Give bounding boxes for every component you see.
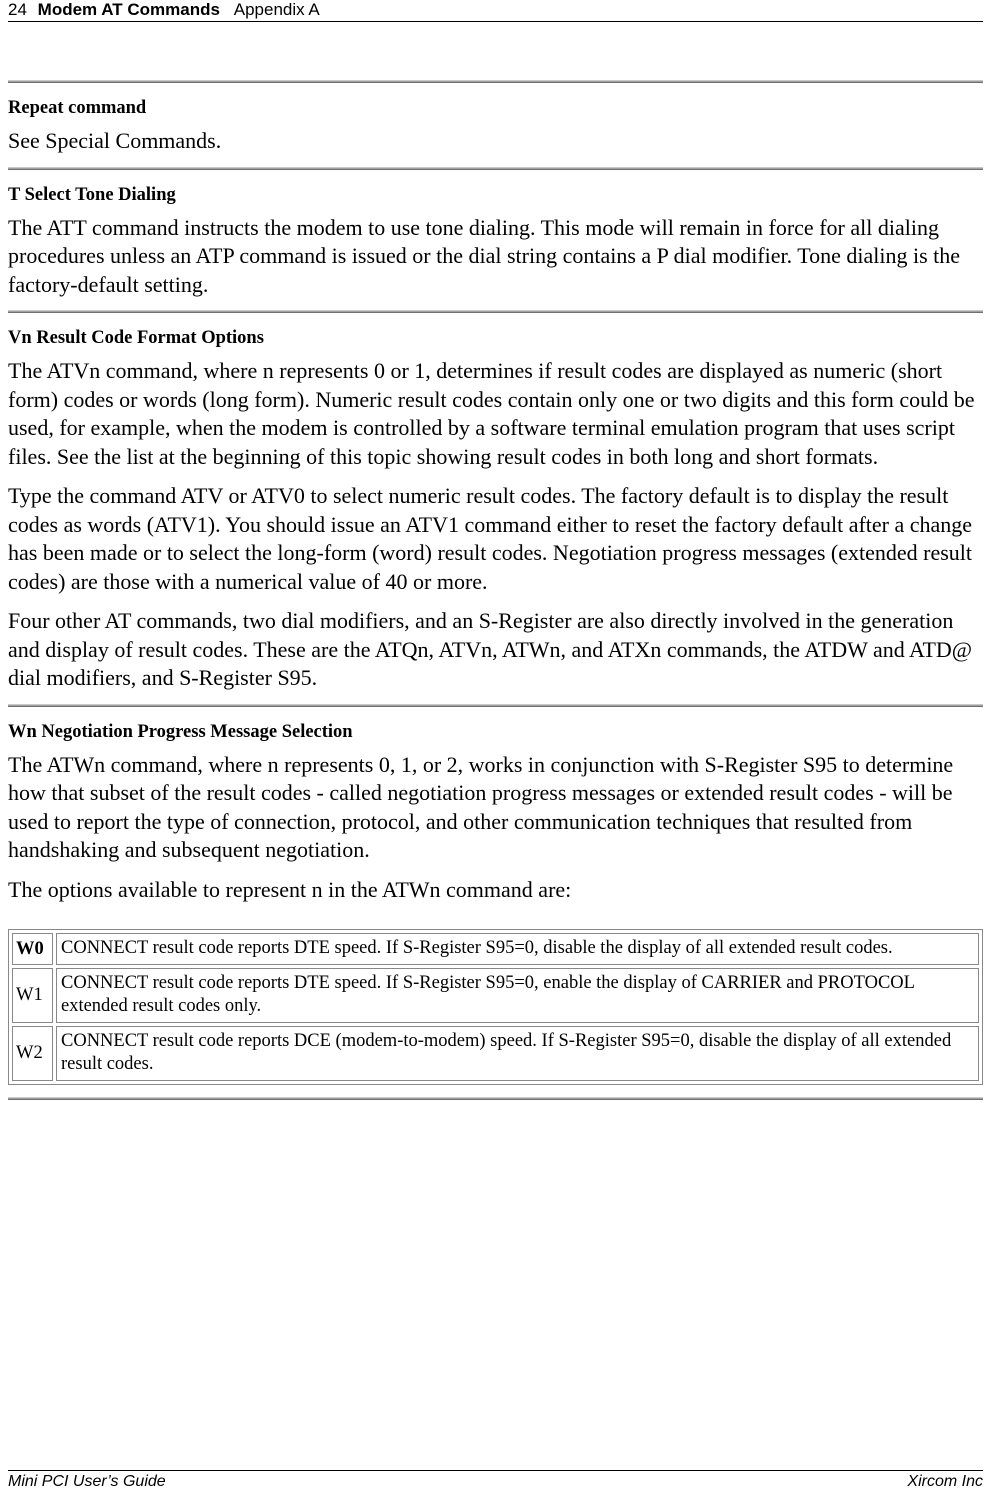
option-code: W0 [12,933,53,965]
footer-company: Xircom Inc [907,1473,983,1490]
section-title: Wn Negotiation Progress Message Selection [8,721,353,742]
section-divider [8,80,983,83]
section-negotiation-progress [8,721,983,905]
section-title: Vn Result Code Format Options [8,328,264,348]
chapter-subtitle: Appendix A [233,0,320,19]
section-repeat-command [8,97,983,156]
section-divider [8,167,983,170]
section-paragraph: The ATWn command, where n represents 0, 1, or 2, works in conjunction with S-Register S95 to determine how that subset of the result codes - called negotiation progress messages or extended result codes - will be used to report the type of connection, protocol, and other communication techniques that resulted from handshaking and subsequent negotiation. [8,751,954,862]
section-result-code-format [8,327,983,693]
footer-guide-title: Mini PCI User’s Guide [8,1473,166,1490]
page-content [8,80,983,1100]
section-paragraph: Four other AT commands, two dial modifiers, and an S-Register are also directly involved in the generation and display of result codes. These are the ATQn, ATVn, ATWn, and ATXn commands, the ATDW and ATD@ dial modifiers, and S-Register S95. [8,608,973,690]
section-tone-dialing [8,184,983,300]
section-paragraph: The options available to represent n in the ATWn command are: [8,876,572,902]
option-description: CONNECT result code reports DTE speed. If S-Register S95=0, enable the display of CARRIER and PROTOCOL extended result codes only. [56,968,979,1023]
section-title: Repeat command [8,98,147,118]
section-paragraph: The ATT command instructs the modem to use tone dialing. This mode will remain in force for all dialing procedures unless an ATP command is issued or the dial string contains a P dial modifier. Tone dialing is the factory-default setting. [8,214,961,297]
section-divider [8,310,983,313]
page-number: 24 [8,0,27,19]
page-footer [8,1470,983,1492]
chapter-title: Modem AT Commands [37,0,220,19]
section-divider [8,1097,983,1100]
table-row [12,1026,979,1081]
section-paragraph: Type the command ATV or ATV0 to select numeric result codes. The factory default is to display the result codes as words (ATV1). You should issue an ATV1 command either to reset the factory default after a change has been made or to select the long-form (word) result codes. Negotiation progress messages (extended result codes) are those with a numerical value of 40 or more. [8,483,973,594]
option-code: W1 [12,968,53,1023]
option-code: W2 [12,1026,53,1081]
section-paragraph: See Special Commands. [8,128,222,153]
table-row [12,968,979,1023]
option-description: CONNECT result code reports DTE speed. If S-Register S95=0, disable the display of all extended result codes. [56,933,979,965]
page-header [8,0,983,22]
section-title: T Select Tone Dialing [8,184,176,205]
table-row [12,933,979,965]
option-description: CONNECT result code reports DCE (modem-to-modem) speed. If S-Register S95=0, disable the display of all extended result codes. [56,1026,979,1081]
options-table [8,929,983,1085]
section-divider [8,704,983,707]
section-paragraph: The ATVn command, where n represents 0 or 1, determines if result codes are displayed as numeric (short form) codes or words (long form). Numeric result codes contain only one or two digits and this form could be used, for example, when the modem is controlled by a software terminal emulation program that uses script files. See the list at the beginning of this topic showing result codes in both long and short formats. [8,358,975,469]
